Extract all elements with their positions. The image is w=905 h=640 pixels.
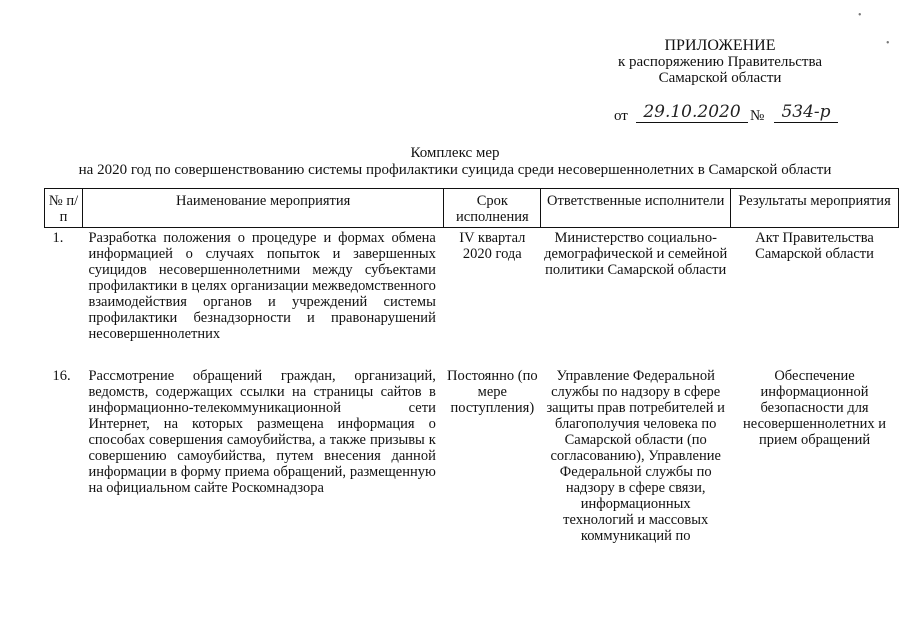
row-number: 16. [52, 368, 71, 384]
appendix-block [560, 38, 880, 86]
title-line-1: Комплекс мер [410, 145, 500, 161]
row-spacer [45, 344, 899, 366]
date-prefix: от [614, 108, 628, 124]
measure-term: IV квартал 2020 года [459, 230, 526, 262]
measures-table [44, 188, 899, 546]
table-row [45, 366, 899, 546]
row-number: 1. [52, 230, 64, 246]
measure-result: Акт Правительства Самарской области [755, 230, 874, 262]
column-header-responsible: Ответственные исполнители [541, 189, 731, 228]
measure-term: Постоянно (по мере поступления) [447, 368, 538, 416]
column-header-name: Наименование мероприятия [82, 189, 443, 228]
document-title [40, 145, 870, 179]
column-header-term: Срок исполнения [444, 189, 541, 228]
measure-result: Обеспечение информационной безопасности для несовершеннолетних и прием обращений [743, 368, 887, 448]
appendix-title: ПРИЛОЖЕНИЕ [664, 37, 776, 54]
scan-speck: • [886, 38, 890, 49]
number-prefix: № [750, 108, 765, 124]
column-header-number: № п/п [45, 189, 83, 228]
handwritten-date: 29.10.2020 [636, 102, 748, 123]
measure-name: Рассмотрение обращений граждан, организаций, ведомств, содержащих ссылки на страницы сайтов в информационно-телекоммуникационной сети Интернет, на которых размещена информация о способах совершения самоубийства, а также призывы к совершению самоубийства, путем внесения данной информации в форму приема обращений, размещенную на официальном сайте Роскомнадзора [88, 368, 436, 496]
column-header-result: Результаты мероприятия [731, 189, 899, 228]
measure-responsible: Управление Федеральной службы по надзору в сфере защиты прав потребителей и благополучия человека по Самарской области (по согласованию), Управление Федеральной службы по надзору в сфере связи, информационных технологий и массовых коммуникаций по [546, 368, 725, 544]
appendix-line-2: к распоряжению Правительства [617, 54, 822, 70]
appendix-line-3: Самарской области [658, 70, 782, 86]
date-number-line [614, 104, 894, 130]
table-header-row [45, 189, 899, 228]
table-row [45, 228, 899, 345]
handwritten-number: 534-р [774, 102, 838, 123]
scan-speck: • [858, 10, 862, 21]
measure-responsible: Министерство социально-демографической и семейной политики Самарской области [544, 230, 728, 278]
title-line-2: на 2020 год по совершенствованию системы профилактики суицида среди несовершеннолетних в Самарской области [78, 162, 832, 178]
measure-name: Разработка положения о процедуре и формах обмена информацией о случаях попыток и завершенных суицидов несовершеннолетними между субъектами профилактики в целях организации межведомственного взаимодействия органов и учреждений системы профилактики безнадзорности и правонарушений несовершеннолетних [88, 230, 436, 342]
